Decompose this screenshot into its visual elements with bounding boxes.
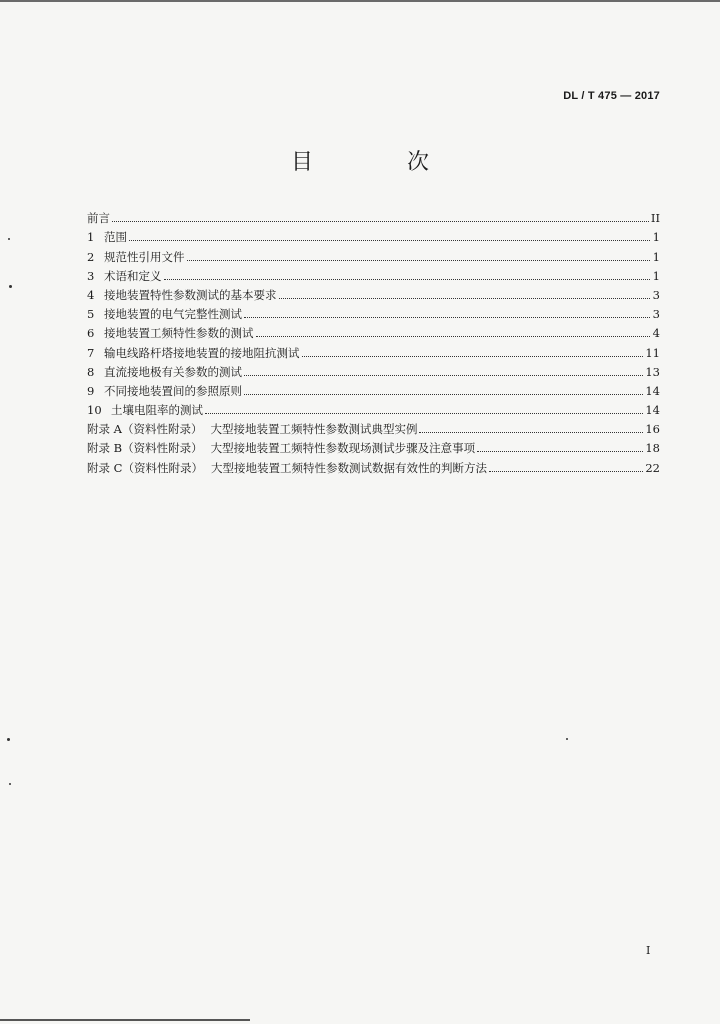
toc-entry-text: 术语和定义 [104,268,162,283]
toc-entry-number: 6 [87,326,95,341]
scan-speck [9,783,11,785]
toc-entry-10[interactable] [87,398,660,417]
toc-entry-number: 4 [87,287,95,302]
toc-entry-text: 大型接地装置工频特性参数现场测试步骤及注意事项 [210,441,476,456]
toc-entry-page: 3 [652,287,660,302]
toc-entry-page: 1 [652,268,660,283]
toc-entry-text: 接地装置的电气完整性测试 [104,307,242,322]
toc-entry-number: 8 [87,364,95,379]
toc-entry-text: 输电线路杆塔接地装置的接地阻抗测试 [104,345,300,360]
toc-leader-dots [256,335,651,337]
scan-speck [8,238,10,240]
toc-entry-text: 规范性引用文件 [104,249,185,264]
toc-appendix-heading: 附录 A（资料性附录） [87,422,203,437]
toc-entry-7[interactable] [87,340,660,359]
toc-leader-dots [187,259,651,261]
toc-entry-text: 不同接地装置间的参照原则 [104,383,242,398]
document-code: DL / T 475 — 2017 [563,90,660,102]
toc-appendix-heading: 附录 B（资料性附录） [87,441,203,456]
toc-entry-text: 大型接地装置工频特性参数测试典型实例 [210,422,418,437]
toc-entry-page: 11 [645,345,660,360]
toc-leader-dots [164,278,651,280]
toc-entry-text: 接地装置特性参数测试的基本要求 [104,287,277,302]
toc-leader-dots [302,355,644,357]
toc-entry-appendix-c[interactable] [87,455,660,474]
toc-leader-dots [489,470,643,472]
toc-entry-text: 范围 [104,230,127,245]
toc-entry-appendix-b[interactable] [87,436,660,455]
toc-entry-page: 14 [645,403,660,418]
toc-entry-page: 1 [652,230,660,245]
toc-entry-number: 2 [87,249,95,264]
toc-leader-dots [477,450,643,452]
toc-entry-page: 3 [652,307,660,322]
toc-entry-appendix-a[interactable] [87,417,660,436]
toc-entry-page: 18 [645,441,660,456]
toc-entry-page: II [650,211,660,226]
table-of-contents [87,206,660,475]
toc-leader-dots [279,297,651,299]
toc-entry-number: 3 [87,268,95,283]
toc-entry-number: 5 [87,307,95,322]
toc-leader-dots [244,374,643,376]
toc-entry-2[interactable] [87,244,660,263]
toc-entry-number: 9 [87,383,95,398]
bottom-border-line [0,1019,250,1021]
top-border-line [0,0,720,2]
toc-entry-page: 14 [645,383,660,398]
toc-entry-text: 大型接地装置工频特性参数测试数据有效性的判断方法 [210,460,487,475]
toc-entry-page: 22 [645,460,660,475]
toc-leader-dots [244,316,650,318]
toc-entry-9[interactable] [87,379,660,398]
toc-entry-text: 前言 [87,211,110,226]
toc-entry-8[interactable] [87,360,660,379]
toc-entry-number: 1 [87,230,95,245]
toc-entry-3[interactable] [87,264,660,283]
toc-appendix-heading: 附录 C（资料性附录） [87,460,203,475]
toc-leader-dots [129,239,650,241]
toc-entry-6[interactable] [87,321,660,340]
scan-speck [566,738,568,740]
toc-leader-dots [419,431,643,433]
toc-entry-number: 10 [87,403,102,418]
toc-entry-text: 土壤电阻率的测试 [111,403,203,418]
toc-leader-dots [205,412,643,414]
toc-title: 目 次 [290,150,465,175]
page-number: I [646,944,651,957]
toc-entry-page: 4 [652,326,660,341]
toc-entry-text: 接地装置工频特性参数的测试 [104,326,254,341]
toc-entry-5[interactable] [87,302,660,321]
toc-entry-number: 7 [87,345,95,360]
scan-speck [7,738,10,741]
toc-entry-foreword[interactable] [87,206,660,225]
toc-entry-page: 13 [645,364,660,379]
toc-leader-dots [112,220,649,222]
scan-speck [9,285,12,288]
toc-entry-page: 1 [652,249,660,264]
toc-entry-4[interactable] [87,283,660,302]
toc-leader-dots [244,393,643,395]
toc-entry-1[interactable] [87,225,660,244]
toc-entry-page: 16 [645,422,660,437]
toc-entry-text: 直流接地极有关参数的测试 [104,364,242,379]
